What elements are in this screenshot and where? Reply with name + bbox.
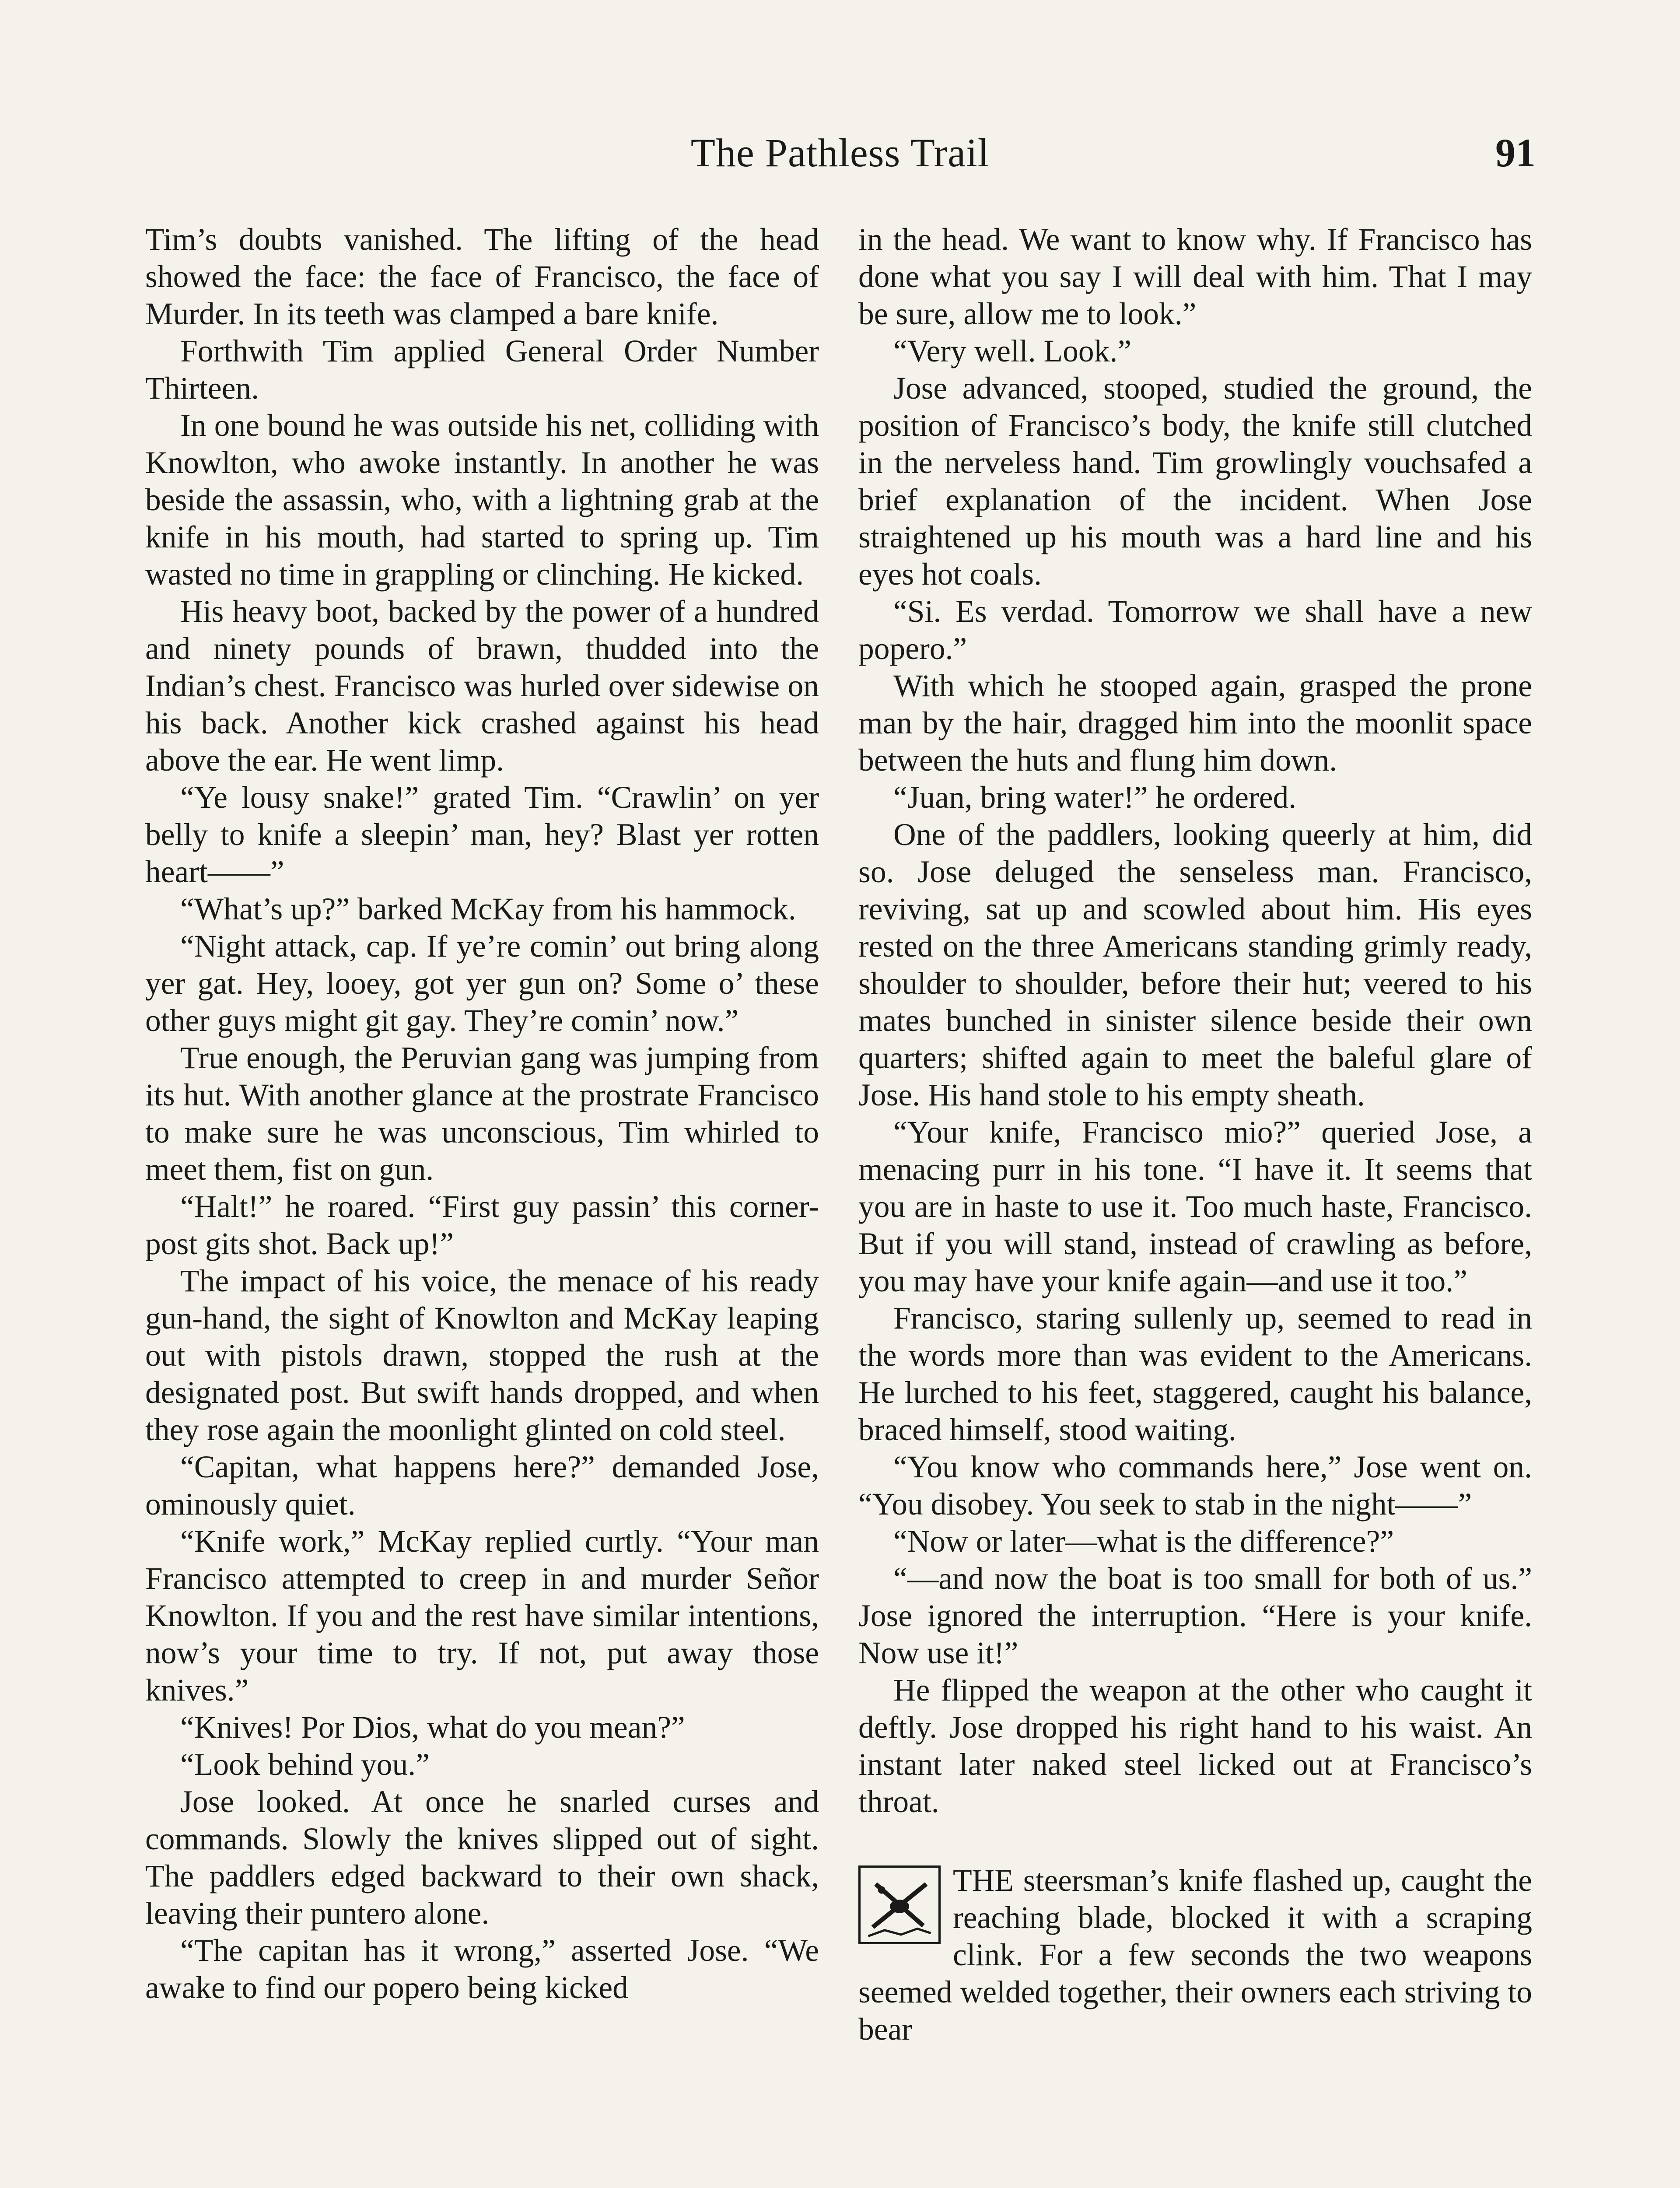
left-column	[145, 221, 819, 2006]
paragraph: “Capitan, what happens here?” demanded Jose, ominously quiet.	[145, 1450, 819, 1522]
paragraph: Jose looked. At once he snarled curses and commands. Slowly the knives slipped out of sight. The paddlers edged backward to their own shack, leaving their puntero alone.	[145, 1785, 819, 1931]
paragraph: “What’s up?” barked McKay from his hammock.	[180, 892, 796, 926]
paragraph: Forthwith Tim applied General Order Number Thirteen.	[145, 334, 819, 406]
paragraph: “Si. Es verdad. Tomorrow we shall have a new popero.”	[858, 594, 1532, 666]
paragraph: “Knife work,” McKay replied curtly. “Your man Francisco attempted to creep in and murder Señor Knowlton. If you and the rest have similar intentions, now’s your time to try. If not, put away those knives.”	[145, 1524, 819, 1708]
paragraph: One of the paddlers, looking queerly at him, did so. Jose deluged the senseless man. Francisco, reviving, sat up and scowled about him. His eyes rested on the three Americans standing grimly ready, shoulder to shoulder, before their hut; veered to his mates bunched in sinister silence beside their own quarters; shifted again to meet the baleful glare of Jose. His hand stole to his empty sheath.	[858, 817, 1532, 1112]
page-title: The Pathless Trail	[690, 130, 990, 175]
paragraph: Jose advanced, stooped, studied the ground, the position of Francisco’s body, the knife still clutched in the nerveless hand. Tim growlingly vouchsafed a brief explanation of the incident. When Jose straightened up his mouth was a hard line and his eyes hot coals.	[858, 371, 1532, 592]
paragraph: Francisco, staring sullenly up, seemed to read in the words more than was evident to the Americans. He lurched to his feet, staggered, caught his balance, braced himself, stood waiting.	[858, 1301, 1532, 1447]
paragraph: “Juan, bring water!” he ordered.	[893, 780, 1297, 815]
paragraph: He flipped the weapon at the other who caught it deftly. Jose dropped his right hand to his waist. An instant later naked steel licked out at Francisco’s throat.	[858, 1673, 1532, 1819]
paragraph: Tim’s doubts vanished. The lifting of the head showed the face: the face of Francisco, the face of Murder. In its teeth was clamped a bare knife.	[145, 222, 819, 331]
paragraph: His heavy boot, backed by the power of a hundred and ninety pounds of brawn, thudded into the Indian’s chest. Francisco was hurled over sidewise on his back. Another kick crashed against his head above the ear. He went limp.	[145, 594, 819, 778]
paragraph: “Look behind you.”	[180, 1747, 430, 1782]
paragraph: “Your knife, Francisco mio?” queried Jose, a menacing purr in his tone. “I have it. It seems that you are in haste to use it. Too much haste, Francisco. But if you will stand, instead of crawling as before, you may have your knife again—and use it too.”	[858, 1115, 1532, 1298]
paragraph: With which he stooped again, grasped the prone man by the hair, dragged him into the moonlit space between the huts and flung him down.	[858, 669, 1532, 778]
section-break	[858, 1862, 1532, 2048]
paragraph: “You know who commands here,” Jose went on. “You disobey. You seek to stab in the night——”	[858, 1450, 1532, 1522]
paragraph: “Halt!” he roared. “First guy passin’ this corner-post gits shot. Back up!”	[145, 1189, 819, 1261]
paragraph: “Very well. Look.”	[893, 334, 1132, 368]
paragraph: True enough, the Peruvian gang was jumping from its hut. With another glance at the prostrate Francisco to make sure he was unconscious, Tim whirled to meet them, fist on gun.	[145, 1041, 819, 1187]
paragraph: “Ye lousy snake!” grated Tim. “Crawlin’ on yer belly to knife a sleepin’ man, hey? Blast yer rotten heart——”	[145, 780, 819, 889]
paragraph: “Knives! Por Dios, what do you mean?”	[180, 1710, 685, 1745]
right-column	[858, 221, 1532, 2048]
paragraph: In one bound he was outside his net, colliding with Knowlton, who awoke instantly. In another he was beside the assassin, who, with a lightning grab at the knife in his mouth, had started to spring up. Tim wasted no time in grappling or clinching. He kicked.	[145, 408, 819, 592]
crossed-knives-vignette-icon	[858, 1865, 941, 1944]
paragraph: “The capitan has it wrong,” asserted Jose. “We awake to find our popero being kicked	[145, 1933, 819, 2005]
paragraph: THE steersman’s knife flashed up, caught the reaching blade, blocked it with a scraping clink. For a few seconds the two weapons seemed welded together, their owners each striving to bear	[858, 1863, 1532, 2047]
paragraph: “Night attack, cap. If ye’re comin’ out bring along yer gat. Hey, looey, got yer gun on? Some o’ these other guys might git gay. They’re comin’ now.”	[145, 929, 819, 1038]
paragraph: The impact of his voice, the menace of his ready gun-hand, the sight of Knowlton and McKay leaping out with pistols drawn, stopped the rush at the designated post. But swift hands dropped, and when they rose again the moonlight glinted on cold steel.	[145, 1264, 819, 1447]
running-header	[0, 130, 1680, 186]
paragraph: in the head. We want to know why. If Francisco has done what you say I will deal with him. That I may be sure, allow me to look.”	[858, 222, 1532, 331]
page-number: 91	[1495, 130, 1536, 175]
paragraph: “—and now the boat is too small for both of us.” Jose ignored the interruption. “Here is your knife. Now use it!”	[858, 1561, 1532, 1670]
paragraph: “Now or later—what is the difference?”	[893, 1524, 1394, 1559]
